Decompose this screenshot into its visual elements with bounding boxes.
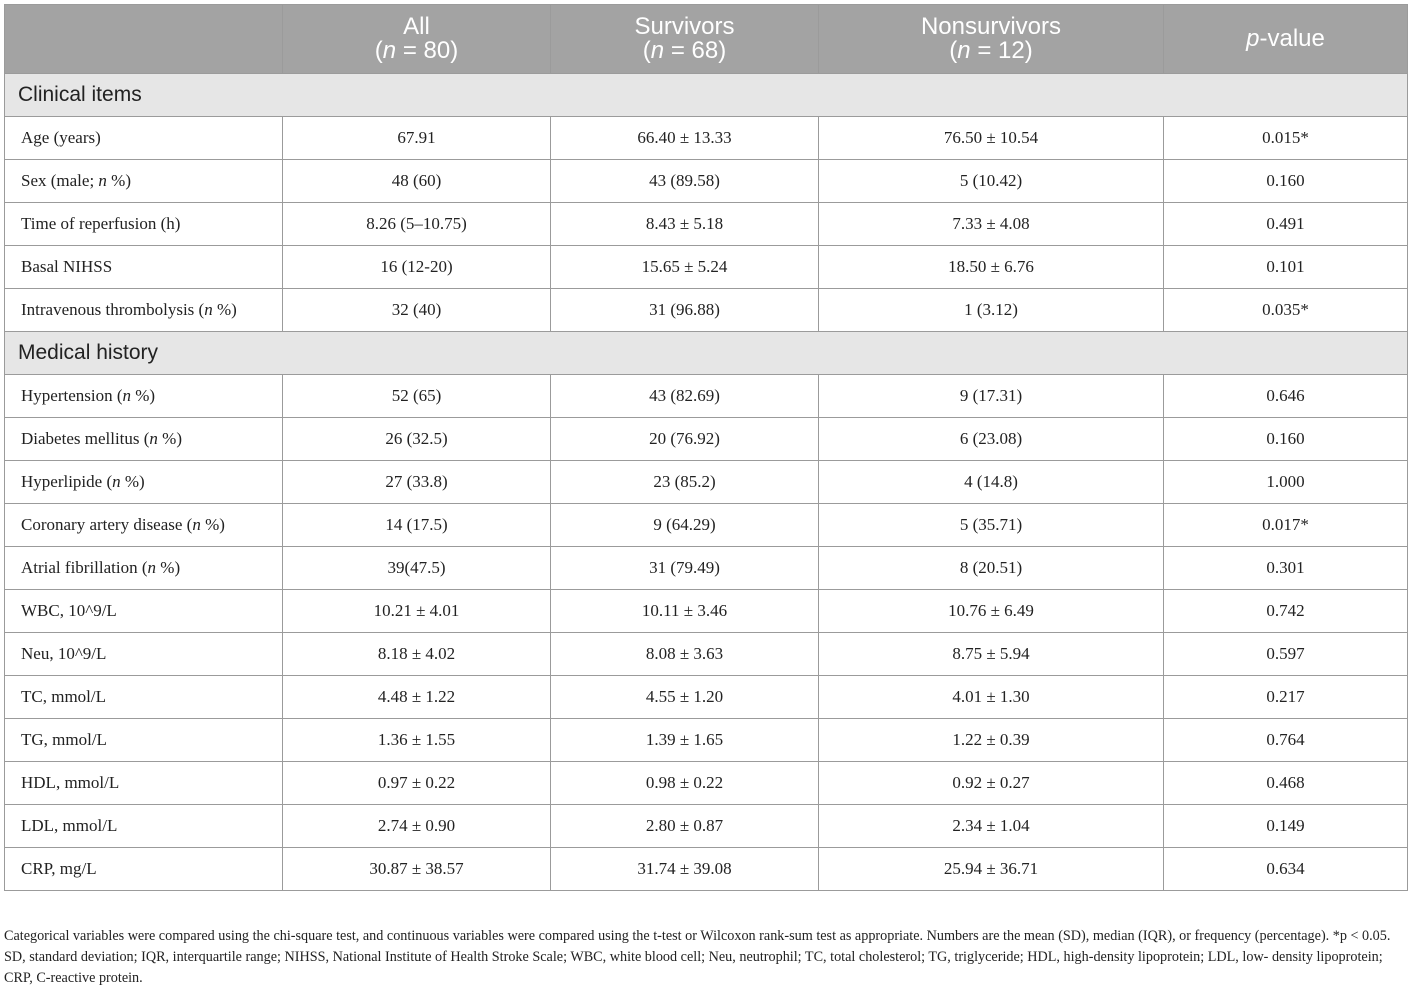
cell-survivors: 20 (76.92) — [551, 418, 819, 461]
header-nonsurvivors-n: (n = 12) — [949, 37, 1033, 64]
table-container — [4, 4, 1407, 891]
row-label: Coronary artery disease (n %) — [5, 504, 283, 547]
header-all-n: (n = 80) — [374, 37, 459, 64]
cell-pvalue: 0.035* — [1164, 289, 1408, 332]
table-row — [5, 375, 1408, 418]
cell-nonsurvivors: 1 (3.12) — [819, 289, 1164, 332]
row-label: TG, mmol/L — [5, 719, 283, 762]
table-row — [5, 848, 1408, 891]
cell-nonsurvivors: 25.94 ± 36.71 — [819, 848, 1164, 891]
header-nonsurvivors-title: Nonsurvivors — [920, 13, 1062, 40]
cell-all: 27 (33.8) — [283, 461, 551, 504]
cell-survivors: 31 (96.88) — [551, 289, 819, 332]
cell-pvalue: 0.301 — [1164, 547, 1408, 590]
cell-pvalue: 0.491 — [1164, 203, 1408, 246]
header-all-title: All — [403, 13, 430, 40]
table-row — [5, 676, 1408, 719]
row-label: Diabetes mellitus (n %) — [5, 418, 283, 461]
cell-nonsurvivors: 1.22 ± 0.39 — [819, 719, 1164, 762]
section-title: Clinical items — [5, 74, 1408, 117]
cell-pvalue: 1.000 — [1164, 461, 1408, 504]
row-label: Intravenous thrombolysis (n %) — [5, 289, 283, 332]
header-pvalue: p-value — [1164, 5, 1408, 74]
cell-survivors: 15.65 ± 5.24 — [551, 246, 819, 289]
cell-all: 14 (17.5) — [283, 504, 551, 547]
table-row — [5, 418, 1408, 461]
cell-all: 52 (65) — [283, 375, 551, 418]
cell-survivors: 10.11 ± 3.46 — [551, 590, 819, 633]
cell-all: 32 (40) — [283, 289, 551, 332]
cell-nonsurvivors: 4.01 ± 1.30 — [819, 676, 1164, 719]
cell-survivors: 31 (79.49) — [551, 547, 819, 590]
table-row — [5, 504, 1408, 547]
cell-nonsurvivors: 0.92 ± 0.27 — [819, 762, 1164, 805]
cell-all: 1.36 ± 1.55 — [283, 719, 551, 762]
header-all — [283, 5, 551, 74]
table-row — [5, 590, 1408, 633]
row-label: LDL, mmol/L — [5, 805, 283, 848]
cell-pvalue: 0.742 — [1164, 590, 1408, 633]
cell-all: 16 (12-20) — [283, 246, 551, 289]
cell-survivors: 9 (64.29) — [551, 504, 819, 547]
cell-survivors: 2.80 ± 0.87 — [551, 805, 819, 848]
cell-pvalue: 0.160 — [1164, 418, 1408, 461]
cell-nonsurvivors: 5 (35.71) — [819, 504, 1164, 547]
cell-pvalue: 0.149 — [1164, 805, 1408, 848]
cell-pvalue: 0.764 — [1164, 719, 1408, 762]
cell-survivors: 23 (85.2) — [551, 461, 819, 504]
row-label: Age (years) — [5, 117, 283, 160]
row-label: Neu, 10^9/L — [5, 633, 283, 676]
cell-all: 8.26 (5–10.75) — [283, 203, 551, 246]
cell-pvalue: 0.160 — [1164, 160, 1408, 203]
header-survivors — [551, 5, 819, 74]
row-label: Time of reperfusion (h) — [5, 203, 283, 246]
header-row — [5, 5, 1408, 74]
row-label: WBC, 10^9/L — [5, 590, 283, 633]
cell-pvalue: 0.015* — [1164, 117, 1408, 160]
cell-pvalue: 0.017* — [1164, 504, 1408, 547]
row-label: CRP, mg/L — [5, 848, 283, 891]
cell-nonsurvivors: 9 (17.31) — [819, 375, 1164, 418]
cell-all: 0.97 ± 0.22 — [283, 762, 551, 805]
row-label: HDL, mmol/L — [5, 762, 283, 805]
cell-all: 4.48 ± 1.22 — [283, 676, 551, 719]
cell-pvalue: 0.597 — [1164, 633, 1408, 676]
table-row — [5, 117, 1408, 160]
row-label: TC, mmol/L — [5, 676, 283, 719]
cell-all: 26 (32.5) — [283, 418, 551, 461]
cell-nonsurvivors: 8.75 ± 5.94 — [819, 633, 1164, 676]
cell-survivors: 4.55 ± 1.20 — [551, 676, 819, 719]
table-row — [5, 289, 1408, 332]
table-row — [5, 805, 1408, 848]
header-nonsurvivors — [819, 5, 1164, 74]
table-row — [5, 633, 1408, 676]
section-title: Medical history — [5, 332, 1408, 375]
cell-all: 8.18 ± 4.02 — [283, 633, 551, 676]
table-row — [5, 203, 1408, 246]
table-row — [5, 547, 1408, 590]
cell-nonsurvivors: 18.50 ± 6.76 — [819, 246, 1164, 289]
cell-survivors: 8.08 ± 3.63 — [551, 633, 819, 676]
row-label: Atrial fibrillation (n %) — [5, 547, 283, 590]
row-label: Hyperlipide (n %) — [5, 461, 283, 504]
cell-all: 2.74 ± 0.90 — [283, 805, 551, 848]
row-label: Basal NIHSS — [5, 246, 283, 289]
table-row — [5, 160, 1408, 203]
table-row — [5, 246, 1408, 289]
row-label: Sex (male; n %) — [5, 160, 283, 203]
cell-pvalue: 0.468 — [1164, 762, 1408, 805]
cell-pvalue: 0.217 — [1164, 676, 1408, 719]
table-row — [5, 719, 1408, 762]
cell-survivors: 0.98 ± 0.22 — [551, 762, 819, 805]
data-table — [4, 4, 1408, 891]
cell-pvalue: 0.101 — [1164, 246, 1408, 289]
cell-survivors: 1.39 ± 1.65 — [551, 719, 819, 762]
header-survivors-title: Survivors — [634, 13, 735, 40]
cell-nonsurvivors: 2.34 ± 1.04 — [819, 805, 1164, 848]
cell-nonsurvivors: 8 (20.51) — [819, 547, 1164, 590]
cell-nonsurvivors: 6 (23.08) — [819, 418, 1164, 461]
cell-survivors: 43 (89.58) — [551, 160, 819, 203]
cell-pvalue: 0.634 — [1164, 848, 1408, 891]
header-label-col — [5, 5, 283, 74]
table-footnote: Categorical variables were compared using the chi-square test, and continuous variables were compared using the t-test or Wilcoxon rank-sum test as appropriate. Numbers are the mean (SD), median (IQR), or frequency (percentage). *p < 0.05. SD, standard deviation; IQR, interquartile range; NIHSS, National Institute of Health Stroke Scale; WBC, white blood cell; Neu, neutrophil; TC, total cholesterol; TG, triglyceride; HDL, high-density lipoprotein; LDL, low- density lipoprotein; CRP, C-reactive protein. — [4, 928, 1391, 986]
row-label: Hypertension (n %) — [5, 375, 283, 418]
cell-all: 48 (60) — [283, 160, 551, 203]
cell-nonsurvivors: 4 (14.8) — [819, 461, 1164, 504]
cell-nonsurvivors: 7.33 ± 4.08 — [819, 203, 1164, 246]
cell-all: 30.87 ± 38.57 — [283, 848, 551, 891]
table-body — [5, 74, 1408, 891]
table-row — [5, 762, 1408, 805]
cell-all: 10.21 ± 4.01 — [283, 590, 551, 633]
cell-nonsurvivors: 5 (10.42) — [819, 160, 1164, 203]
cell-pvalue: 0.646 — [1164, 375, 1408, 418]
section-row — [5, 332, 1408, 375]
cell-nonsurvivors: 10.76 ± 6.49 — [819, 590, 1164, 633]
header-survivors-n: (n = 68) — [642, 37, 727, 64]
cell-survivors: 43 (82.69) — [551, 375, 819, 418]
cell-all: 39(47.5) — [283, 547, 551, 590]
cell-nonsurvivors: 76.50 ± 10.54 — [819, 117, 1164, 160]
table-row — [5, 461, 1408, 504]
cell-all: 67.91 — [283, 117, 551, 160]
cell-survivors: 31.74 ± 39.08 — [551, 848, 819, 891]
section-row — [5, 74, 1408, 117]
cell-survivors: 66.40 ± 13.33 — [551, 117, 819, 160]
cell-survivors: 8.43 ± 5.18 — [551, 203, 819, 246]
